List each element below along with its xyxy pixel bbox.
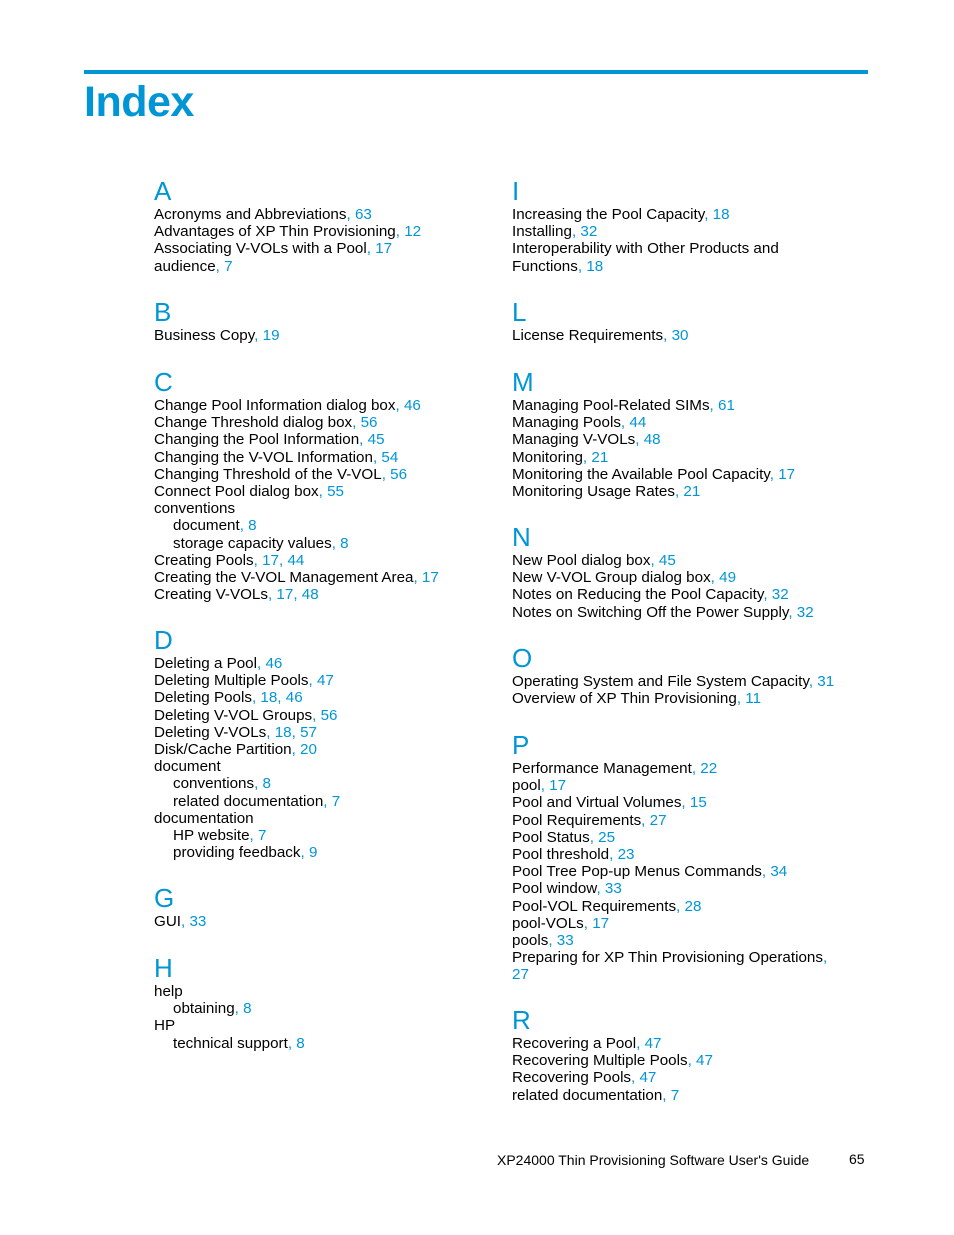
index-term: Preparing for XP Thin Provisioning Operations	[512, 949, 823, 967]
page-link[interactable]: 56	[320, 706, 338, 724]
index-term: conventions	[173, 775, 255, 793]
index-section-a	[154, 176, 421, 275]
index-term: Change Pool Information dialog box	[154, 397, 396, 414]
index-entry: Change Pool Information dialog box, 46	[154, 397, 421, 414]
page-link[interactable]: 47	[696, 1052, 713, 1070]
index-entry: Changing Threshold of the V-VOL, 56	[154, 465, 408, 483]
index-entry: Managing Pools, 44	[512, 414, 647, 432]
index-term: Changing Threshold of the V-VOL	[154, 465, 382, 483]
index-entry: Pool-VOL Requirements, 28	[512, 897, 702, 915]
index-term: HP website	[173, 827, 250, 845]
page-link[interactable]: 46	[403, 397, 421, 414]
page-link[interactable]: 8	[262, 775, 271, 793]
index-entry	[512, 966, 827, 983]
page-link[interactable]: 46	[285, 689, 303, 707]
page-link[interactable]: 46	[265, 655, 283, 672]
page-link[interactable]: 17	[276, 586, 294, 604]
page-link[interactable]: 32	[771, 586, 789, 604]
index-term: Recovering a Pool	[512, 1035, 637, 1052]
index-term: Creating V-VOLs	[154, 586, 268, 604]
index-entry	[512, 240, 779, 257]
page-link[interactable]: 54	[381, 448, 399, 466]
page-link[interactable]: 22	[700, 760, 718, 777]
index-entry: Business Copy, 19	[154, 327, 280, 344]
page-link[interactable]: 55	[327, 483, 345, 501]
index-term: Interoperability with Other Products and	[512, 240, 779, 258]
index-section-c	[154, 367, 439, 603]
index-entry: Changing the Pool Information, 45	[154, 431, 385, 449]
index-entry: Deleting a Pool, 46	[154, 655, 283, 672]
index-entry: Deleting V-VOL Groups, 56	[154, 706, 338, 724]
index-term: providing feedback	[173, 844, 301, 862]
index-entry	[154, 983, 305, 1000]
page-link[interactable]: 44	[629, 414, 647, 432]
page-link[interactable]: 63	[354, 206, 372, 223]
index-entry: Increasing the Pool Capacity, 18	[512, 206, 730, 223]
index-term: Changing the V-VOL Information	[154, 448, 373, 466]
index-entry: Recovering a Pool, 47	[512, 1035, 662, 1052]
index-term: Increasing the Pool Capacity	[512, 206, 705, 223]
index-entry: Monitoring, 21	[512, 448, 609, 466]
index-term: pools	[512, 932, 549, 950]
page-link[interactable]: 34	[770, 863, 788, 881]
index-term: Associating V-VOLs with a Pool	[154, 240, 367, 258]
index-letter-heading: P	[512, 730, 530, 760]
index-letter-heading: N	[512, 522, 531, 552]
index-term: Pool window	[512, 880, 597, 898]
index-term: related documentation	[173, 792, 324, 810]
index-term: New Pool dialog box	[512, 552, 651, 569]
index-term: Advantages of XP Thin Provisioning	[154, 223, 396, 241]
page-link[interactable]: 57	[300, 723, 317, 741]
footer-page-number: 65	[849, 1151, 865, 1167]
index-term: pool	[512, 777, 541, 795]
index-term: Installing	[512, 223, 572, 241]
index-term: document	[173, 517, 240, 535]
page-link[interactable]: 47	[644, 1035, 662, 1052]
index-term: Pool and Virtual Volumes	[512, 794, 682, 812]
index-term: Change Threshold dialog box	[154, 414, 353, 432]
index-entry: Preparing for XP Thin Provisioning Operations,	[512, 949, 828, 967]
index-entry: Recovering Multiple Pools, 47	[512, 1052, 713, 1070]
index-entry	[154, 758, 340, 775]
index-entry: Acronyms and Abbreviations, 63	[154, 206, 372, 223]
index-term: Deleting Multiple Pools	[154, 672, 309, 690]
index-term: Recovering Pools	[512, 1069, 632, 1087]
index-term: Overview of XP Thin Provisioning	[512, 690, 737, 708]
index-entry: Managing V-VOLs, 48	[512, 431, 661, 449]
index-entry: New Pool dialog box, 45	[512, 552, 676, 569]
index-entry: Notes on Reducing the Pool Capacity, 32	[512, 586, 789, 604]
index-term: storage capacity values	[173, 534, 332, 552]
index-entry: audience, 7	[154, 257, 233, 275]
index-entry: Functions, 18	[512, 257, 604, 275]
index-entry: Performance Management, 22	[512, 760, 718, 777]
index-letter-heading: B	[154, 297, 172, 327]
index-letter-heading: R	[512, 1005, 531, 1035]
index-entry	[154, 500, 439, 517]
index-letter-heading: G	[154, 883, 175, 913]
index-term: document	[154, 758, 221, 776]
page-link[interactable]: 20	[300, 741, 317, 759]
index-section-o	[512, 643, 834, 707]
index-letter-heading: I	[512, 176, 520, 206]
page-link[interactable]: 12	[404, 223, 422, 241]
index-section-p	[512, 730, 827, 984]
page-link[interactable]: 18	[260, 689, 278, 707]
index-letter-heading: O	[512, 643, 533, 673]
page-link[interactable]: 8	[248, 517, 257, 535]
index-entry: License Requirements, 30	[512, 327, 689, 344]
index-entry: Monitoring the Available Pool Capacity, 17	[512, 465, 796, 483]
page-link[interactable]: 18	[274, 723, 292, 741]
index-letter-heading: L	[512, 297, 527, 327]
page-title: Index	[84, 78, 194, 126]
index-section-m	[512, 367, 795, 500]
index-term: Acronyms and Abbreviations	[154, 206, 347, 223]
index-subentry: obtaining, 8	[173, 1000, 252, 1018]
page-link[interactable]: 27	[512, 966, 529, 984]
index-section-l	[512, 297, 688, 344]
index-entry: Changing the V-VOL Information, 54	[154, 448, 399, 466]
page-link[interactable]: 7	[258, 827, 267, 845]
page-link[interactable]: 45	[367, 431, 385, 449]
index-term: Deleting V-VOLs	[154, 723, 267, 741]
index-entry: Operating System and File System Capacity, 31	[512, 673, 835, 690]
page-link[interactable]: 7	[331, 792, 341, 810]
index-entry: Notes on Switching Off the Power Supply, 32	[512, 603, 814, 621]
index-term: Monitoring Usage Rates	[512, 483, 675, 501]
index-section-n	[512, 522, 814, 621]
page-link[interactable]: 23	[617, 846, 635, 864]
index-term: Creating the V-VOL Management Area	[154, 569, 414, 587]
index-entry: Creating V-VOLs, 17, 48	[154, 586, 319, 604]
index-term: Pool-VOL Requirements	[512, 897, 677, 915]
index-section-h	[154, 953, 305, 1052]
index-entry	[154, 1017, 305, 1034]
index-entry: Advantages of XP Thin Provisioning, 12	[154, 223, 422, 241]
footer-document-title: XP24000 Thin Provisioning Software User's Guide	[497, 1152, 810, 1168]
index-entry: pools, 33	[512, 932, 574, 950]
index-term: License Requirements	[512, 327, 664, 344]
page-link[interactable]: 47	[639, 1069, 657, 1087]
page-link[interactable]: 17	[262, 551, 279, 569]
index-term: pool-VOLs	[512, 914, 584, 932]
index-term: Pool Status	[512, 828, 590, 846]
index-entry: Recovering Pools, 47	[512, 1069, 657, 1087]
page-link[interactable]: 17	[421, 569, 439, 587]
index-entry: Pool threshold, 23	[512, 846, 635, 864]
index-section-r	[512, 1005, 713, 1104]
page-link[interactable]: 17	[549, 777, 567, 795]
index-term: documentation	[154, 809, 254, 827]
page-link[interactable]: 8	[296, 1034, 305, 1052]
page-link[interactable]: 33	[604, 880, 622, 898]
index-term: Pool Requirements	[512, 811, 642, 829]
page-link[interactable]: 8	[340, 534, 349, 552]
index-term: Connect Pool dialog box	[154, 483, 319, 501]
index-entry: related documentation, 7	[512, 1086, 680, 1104]
index-term: New V-VOL Group dialog box	[512, 569, 711, 587]
page-link[interactable]: 18	[712, 206, 730, 223]
page-link[interactable]: 21	[591, 448, 609, 466]
page-link[interactable]: 9	[308, 844, 318, 862]
index-entry: Connect Pool dialog box, 55	[154, 483, 345, 501]
page-link[interactable]: 25	[598, 828, 616, 846]
index-term: Pool threshold	[512, 846, 610, 864]
index-letter-heading: D	[154, 625, 173, 655]
page-link[interactable]: 47	[316, 672, 334, 690]
index-term: Managing Pools	[512, 414, 621, 432]
index-term: Disk/Cache Partition	[154, 741, 292, 759]
index-entry: Managing Pool-Related SIMs, 61	[512, 397, 735, 414]
index-term: Performance Management	[512, 760, 692, 777]
index-entry: pool-VOLs, 17	[512, 914, 610, 932]
page-link[interactable]: 19	[262, 327, 280, 344]
page-link[interactable]: 21	[683, 483, 701, 501]
index-entry: Pool Requirements, 27	[512, 811, 667, 829]
index-term: technical support	[173, 1034, 288, 1052]
page-link[interactable]: 31	[817, 673, 835, 690]
index-letter-heading: A	[154, 176, 172, 206]
index-entry: Deleting V-VOLs, 18, 57	[154, 723, 317, 741]
index-letter-heading: C	[154, 367, 173, 397]
index-term: help	[154, 983, 183, 1000]
index-term: Managing Pool-Related SIMs	[512, 397, 710, 414]
index-term: Operating System and File System Capacity	[512, 673, 809, 690]
page-link[interactable]: 17	[375, 240, 393, 258]
page-link[interactable]: 17	[592, 914, 610, 932]
index-term: Business Copy	[154, 327, 255, 344]
page-link[interactable]: 30	[671, 327, 689, 344]
index-entry: Disk/Cache Partition, 20	[154, 741, 317, 759]
index-subentry: conventions, 8	[173, 775, 271, 793]
index-entry: Pool Tree Pop-up Menus Commands, 34	[512, 863, 788, 881]
index-term: related documentation	[512, 1086, 663, 1104]
page-link[interactable]: 48	[643, 431, 661, 449]
page-link[interactable]: 15	[689, 794, 707, 812]
page-link[interactable]: 56	[390, 465, 408, 483]
index-term: Functions	[512, 257, 578, 275]
index-entry: Associating V-VOLs with a Pool, 17	[154, 240, 393, 258]
page-link[interactable]: 17	[778, 465, 796, 483]
index-subentry: technical support, 8	[173, 1034, 305, 1052]
index-letter-heading: H	[154, 953, 173, 983]
page-link[interactable]: 18	[586, 257, 604, 275]
index-entry: pool, 17	[512, 777, 567, 795]
title-rule	[84, 70, 868, 74]
index-subentry: storage capacity values, 8	[173, 534, 349, 552]
index-term: Creating Pools	[154, 551, 254, 569]
index-entry: New V-VOL Group dialog box, 49	[512, 569, 737, 587]
index-entry: Pool Status, 25	[512, 828, 616, 846]
index-subentry: providing feedback, 9	[173, 844, 318, 862]
index-entry: Installing, 32	[512, 223, 598, 241]
index-entry: Monitoring Usage Rates, 21	[512, 483, 701, 501]
index-section-i	[512, 176, 779, 275]
index-entry: GUI, 33	[154, 913, 207, 930]
index-term: Notes on Reducing the Pool Capacity	[512, 586, 764, 604]
page-link[interactable]: 7	[670, 1086, 680, 1104]
index-term: conventions	[154, 500, 236, 518]
index-entry: Deleting Multiple Pools, 47	[154, 672, 334, 690]
index-term: Notes on Switching Off the Power Supply	[512, 603, 789, 621]
index-section-g	[154, 883, 206, 930]
index-entry: Deleting Pools, 18, 46	[154, 689, 303, 707]
index-term: Recovering Multiple Pools	[512, 1052, 688, 1070]
page-link[interactable]: 48	[301, 586, 319, 604]
index-section-b	[154, 297, 280, 344]
index-term: audience	[154, 257, 216, 275]
index-term: Managing V-VOLs	[512, 431, 636, 449]
page-link[interactable]: 11	[745, 690, 762, 708]
index-term: Monitoring the Available Pool Capacity	[512, 465, 770, 483]
index-term: GUI	[154, 913, 182, 930]
index-term: Pool Tree Pop-up Menus Commands	[512, 863, 762, 881]
index-entry: Creating the V-VOL Management Area, 17	[154, 569, 439, 587]
page-link[interactable]: 49	[719, 569, 737, 587]
index-entry: Overview of XP Thin Provisioning, 11	[512, 690, 762, 708]
index-entry: Change Threshold dialog box, 56	[154, 414, 378, 432]
index-letter-heading: M	[512, 367, 534, 397]
index-entry: Pool and Virtual Volumes, 15	[512, 794, 707, 812]
index-term: Monitoring	[512, 448, 583, 466]
page-link[interactable]: 8	[243, 1000, 252, 1018]
page-link[interactable]: 44	[287, 551, 305, 569]
index-subentry: document, 8	[173, 517, 257, 535]
index-term: HP	[154, 1017, 176, 1035]
page-link[interactable]: 56	[360, 414, 378, 432]
page-link[interactable]: 27	[649, 811, 667, 829]
index-entry	[154, 810, 340, 827]
index-term: Deleting V-VOL Groups	[154, 706, 313, 724]
page-link[interactable]: 32	[580, 223, 598, 241]
page-link[interactable]: 45	[658, 552, 676, 569]
index-term: Changing the Pool Information	[154, 431, 360, 449]
page-link[interactable]: 7	[224, 257, 233, 275]
index-term: obtaining	[173, 1000, 235, 1018]
index-term: Deleting Pools	[154, 689, 252, 707]
index-subentry: HP website, 7	[173, 827, 267, 845]
index-subentry: related documentation, 7	[173, 792, 341, 810]
index-entry: Pool window, 33	[512, 880, 622, 898]
page-link[interactable]: 32	[796, 603, 814, 621]
index-term: Deleting a Pool	[154, 655, 258, 672]
index-section-d	[154, 625, 340, 861]
page-link[interactable]: 61	[718, 397, 735, 414]
index-entry: Creating Pools, 17, 44	[154, 551, 305, 569]
page-link[interactable]: 33	[556, 932, 574, 950]
page-link[interactable]: 33	[189, 913, 207, 930]
page-link[interactable]: 28	[684, 897, 702, 915]
